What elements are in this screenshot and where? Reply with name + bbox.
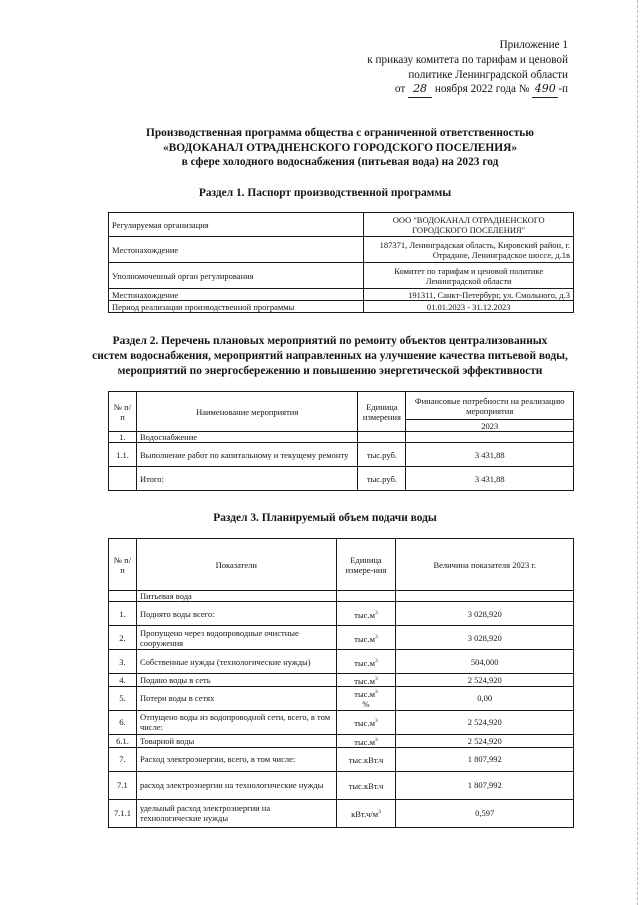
unit-text: тыс.кВт.ч bbox=[348, 755, 384, 766]
section1-title: Раздел 1. Паспорт производственной программы bbox=[198, 187, 452, 199]
table-row bbox=[109, 626, 574, 650]
program-title-line3: в сфере холодного водоснабжения (питьевая вода) на 2023 год bbox=[181, 156, 499, 169]
row-value: 504,000 bbox=[396, 650, 574, 674]
table-row bbox=[109, 591, 574, 602]
row-num: 3. bbox=[109, 650, 137, 674]
row-name: Поднято воды всего: bbox=[136, 602, 336, 626]
row-unit bbox=[336, 674, 396, 687]
header-name: Наименование мероприятия bbox=[136, 392, 357, 432]
row-name: Итого: bbox=[136, 467, 357, 491]
unit-text: тыс.м bbox=[354, 657, 375, 668]
section2-title-line3: мероприятий по энергосбережению и повышению энергетической эффективности bbox=[117, 364, 543, 377]
table-row bbox=[109, 301, 574, 313]
table-row bbox=[109, 799, 574, 827]
unit-sup: 3 bbox=[374, 736, 378, 743]
row-num: 2. bbox=[109, 626, 137, 650]
handwritten-number: 490 bbox=[532, 82, 558, 98]
program-title bbox=[100, 126, 580, 170]
header-finance: Финансовые потребности на реализацию мероприятия bbox=[406, 392, 574, 420]
section3-title: Раздел 3. Планируемый объем подачи воды bbox=[213, 512, 437, 524]
row-unit bbox=[336, 626, 396, 650]
scan-edge bbox=[636, 0, 638, 905]
program-title-line1: Производственная программа общества с ограниченной ответственностью bbox=[145, 127, 535, 139]
unit-text: кВт.ч/м bbox=[351, 809, 379, 820]
row-unit: тыс.руб. bbox=[358, 467, 406, 491]
program-title-line2: «ВОДОКАНАЛ ОТРАДНЕНСКОГО ГОРОДСКОГО ПОСЕЛЕНИЯ» bbox=[162, 141, 518, 154]
measures-table bbox=[108, 391, 574, 491]
row-name: Товарной воды bbox=[136, 734, 336, 747]
row-name: Отпущено воды из водопроводной сети, всего, в том числе: bbox=[136, 710, 336, 734]
unit-sup: 3 bbox=[378, 809, 381, 816]
row-name: расход электроэнергии на технологические нужды bbox=[136, 771, 336, 799]
row-value bbox=[396, 591, 574, 602]
row-value: 3 028,920 bbox=[396, 626, 574, 650]
section2-title-line2: систем водоснабжения, мероприятий направленных на улучшение качества питьевой воды, bbox=[92, 349, 568, 362]
table-row bbox=[109, 747, 574, 771]
row-num: 1.1. bbox=[109, 443, 137, 467]
row-num bbox=[109, 591, 137, 602]
passport-table bbox=[108, 212, 574, 313]
row-unit bbox=[336, 771, 396, 799]
table-row bbox=[109, 213, 574, 237]
passport-value: 187371, Ленинградская область, Кировский район, г. Отрадное, Ленинградское шоссе, д.1в bbox=[364, 237, 574, 263]
row-value: 2 524,920 bbox=[396, 674, 574, 687]
supply-table bbox=[108, 538, 574, 828]
row-value: 1 807,992 bbox=[396, 771, 574, 799]
group-label: Питьевая вода bbox=[136, 591, 336, 602]
row-unit bbox=[358, 432, 406, 443]
unit-text-secondary: % bbox=[362, 699, 370, 710]
table-row bbox=[109, 674, 574, 687]
unit-sup: 3 bbox=[374, 676, 378, 682]
row-name: Собственные нужды (технологические нужды) bbox=[136, 650, 336, 674]
header-num: № п/п bbox=[109, 392, 137, 432]
row-value: 2 524,920 bbox=[396, 734, 574, 747]
passport-value: ООО "ВОДОКАНАЛ ОТРАДНЕНСКОГО ГОРОДСКОГО ПОСЕЛЕНИЯ" bbox=[364, 213, 574, 237]
passport-value: 01.01.2023 - 31.12.2023 bbox=[364, 301, 574, 313]
row-unit bbox=[336, 591, 396, 602]
table-row bbox=[109, 771, 574, 799]
unit-sup: 3 bbox=[374, 718, 378, 725]
unit-text: тыс.м bbox=[354, 675, 375, 686]
unit-text: тыс.м bbox=[354, 609, 375, 620]
table-row bbox=[109, 650, 574, 674]
row-unit bbox=[336, 710, 396, 734]
date-suffix: -п bbox=[558, 83, 568, 96]
table-header-row bbox=[109, 392, 574, 420]
row-num: 7.1 bbox=[109, 771, 137, 799]
unit-text: тыс.м bbox=[354, 633, 375, 644]
table-row bbox=[109, 710, 574, 734]
row-name: Потери воды в сетях bbox=[136, 686, 336, 710]
row-num: 7. bbox=[109, 747, 137, 771]
row-unit bbox=[336, 602, 396, 626]
row-name: Расход электроэнергии, всего, в том числе: bbox=[136, 747, 336, 771]
row-num: 7.1.1 bbox=[109, 799, 137, 827]
unit-text: тыс.м bbox=[354, 689, 375, 700]
row-unit bbox=[336, 650, 396, 674]
handwritten-day: 28 bbox=[408, 82, 432, 98]
table-row bbox=[109, 289, 574, 301]
appendix-line2: к приказу комитета по тарифам и ценовой bbox=[367, 53, 568, 66]
appendix-line1: Приложение 1 bbox=[499, 39, 568, 51]
table-header-row bbox=[109, 539, 574, 591]
header-indicator: Показатели bbox=[136, 539, 336, 591]
row-value: 3 431,88 bbox=[406, 467, 574, 491]
row-name: удельный расход электроэнергии на технологические нужды bbox=[136, 799, 336, 827]
table-row bbox=[109, 432, 574, 443]
section2-title-line1: Раздел 2. Перечень плановых мероприятий по ремонту объектов централизованных bbox=[112, 335, 548, 347]
unit-text: тыс.кВт.ч bbox=[348, 781, 384, 792]
section2-title bbox=[70, 334, 590, 378]
unit-sup: 3 bbox=[374, 689, 378, 696]
table-row bbox=[109, 443, 574, 467]
row-num bbox=[109, 467, 137, 491]
row-num: 1. bbox=[109, 432, 137, 443]
row-name: Подано воды в сеть bbox=[136, 674, 336, 687]
passport-value: Комитет по тарифам и ценовой политике Ленинградской области bbox=[364, 263, 574, 289]
row-num: 4. bbox=[109, 674, 137, 687]
unit-text: тыс.м bbox=[354, 736, 375, 747]
unit-text: тыс.м bbox=[354, 718, 375, 729]
row-name: Водоснабжение bbox=[136, 432, 357, 443]
unit-sup: 3 bbox=[374, 633, 378, 640]
row-value: 0,00 bbox=[396, 686, 574, 710]
passport-label: Уполномоченный орган регулирования bbox=[109, 263, 364, 289]
table-row bbox=[109, 263, 574, 289]
table-row bbox=[109, 602, 574, 626]
table-row bbox=[109, 467, 574, 491]
row-value: 1 807,992 bbox=[396, 747, 574, 771]
row-unit bbox=[336, 799, 396, 827]
row-unit: тыс.руб. bbox=[358, 443, 406, 467]
table-row bbox=[109, 686, 574, 710]
passport-label: Местонахождение bbox=[109, 289, 364, 301]
row-name: Выполнение работ по капитальному и текущему ремонту bbox=[136, 443, 357, 467]
unit-sup: 3 bbox=[374, 657, 378, 664]
header-year: 2023 bbox=[406, 420, 574, 432]
header-value: Величина показателя 2023 г. bbox=[396, 539, 574, 591]
appendix-date-line bbox=[308, 82, 568, 98]
passport-label: Регулируемая организация bbox=[109, 213, 364, 237]
table-row bbox=[109, 237, 574, 263]
row-value: 3 028,920 bbox=[396, 602, 574, 626]
row-value: 0,597 bbox=[396, 799, 574, 827]
row-unit bbox=[336, 747, 396, 771]
unit-sup: 3 bbox=[374, 609, 378, 616]
passport-value: 191311, Санкт-Петербург, ул. Смольного, д.3 bbox=[364, 289, 574, 301]
header-num: № п/п bbox=[109, 539, 137, 591]
row-num: 1. bbox=[109, 602, 137, 626]
appendix-block bbox=[308, 38, 568, 98]
row-unit bbox=[336, 734, 396, 747]
row-value: 2 524,920 bbox=[396, 710, 574, 734]
row-num: 5. bbox=[109, 686, 137, 710]
appendix-line3: политике Ленинградской области bbox=[408, 68, 568, 81]
header-unit: Единица измере-ния bbox=[336, 539, 396, 591]
row-unit bbox=[336, 686, 396, 710]
passport-label: Период реализации производственной программы bbox=[109, 301, 364, 313]
row-name: Пропущено через водопроводные очистные сооружения bbox=[136, 626, 336, 650]
row-value: 3 431,88 bbox=[406, 443, 574, 467]
header-unit: Единица измерения bbox=[358, 392, 406, 432]
table-row bbox=[109, 734, 574, 747]
row-num: 6. bbox=[109, 710, 137, 734]
row-num: 6.1. bbox=[109, 734, 137, 747]
date-middle: ноября 2022 года № bbox=[434, 83, 530, 96]
passport-label: Местонахождение bbox=[109, 237, 364, 263]
row-value bbox=[406, 432, 574, 443]
date-prefix: от bbox=[394, 83, 406, 96]
